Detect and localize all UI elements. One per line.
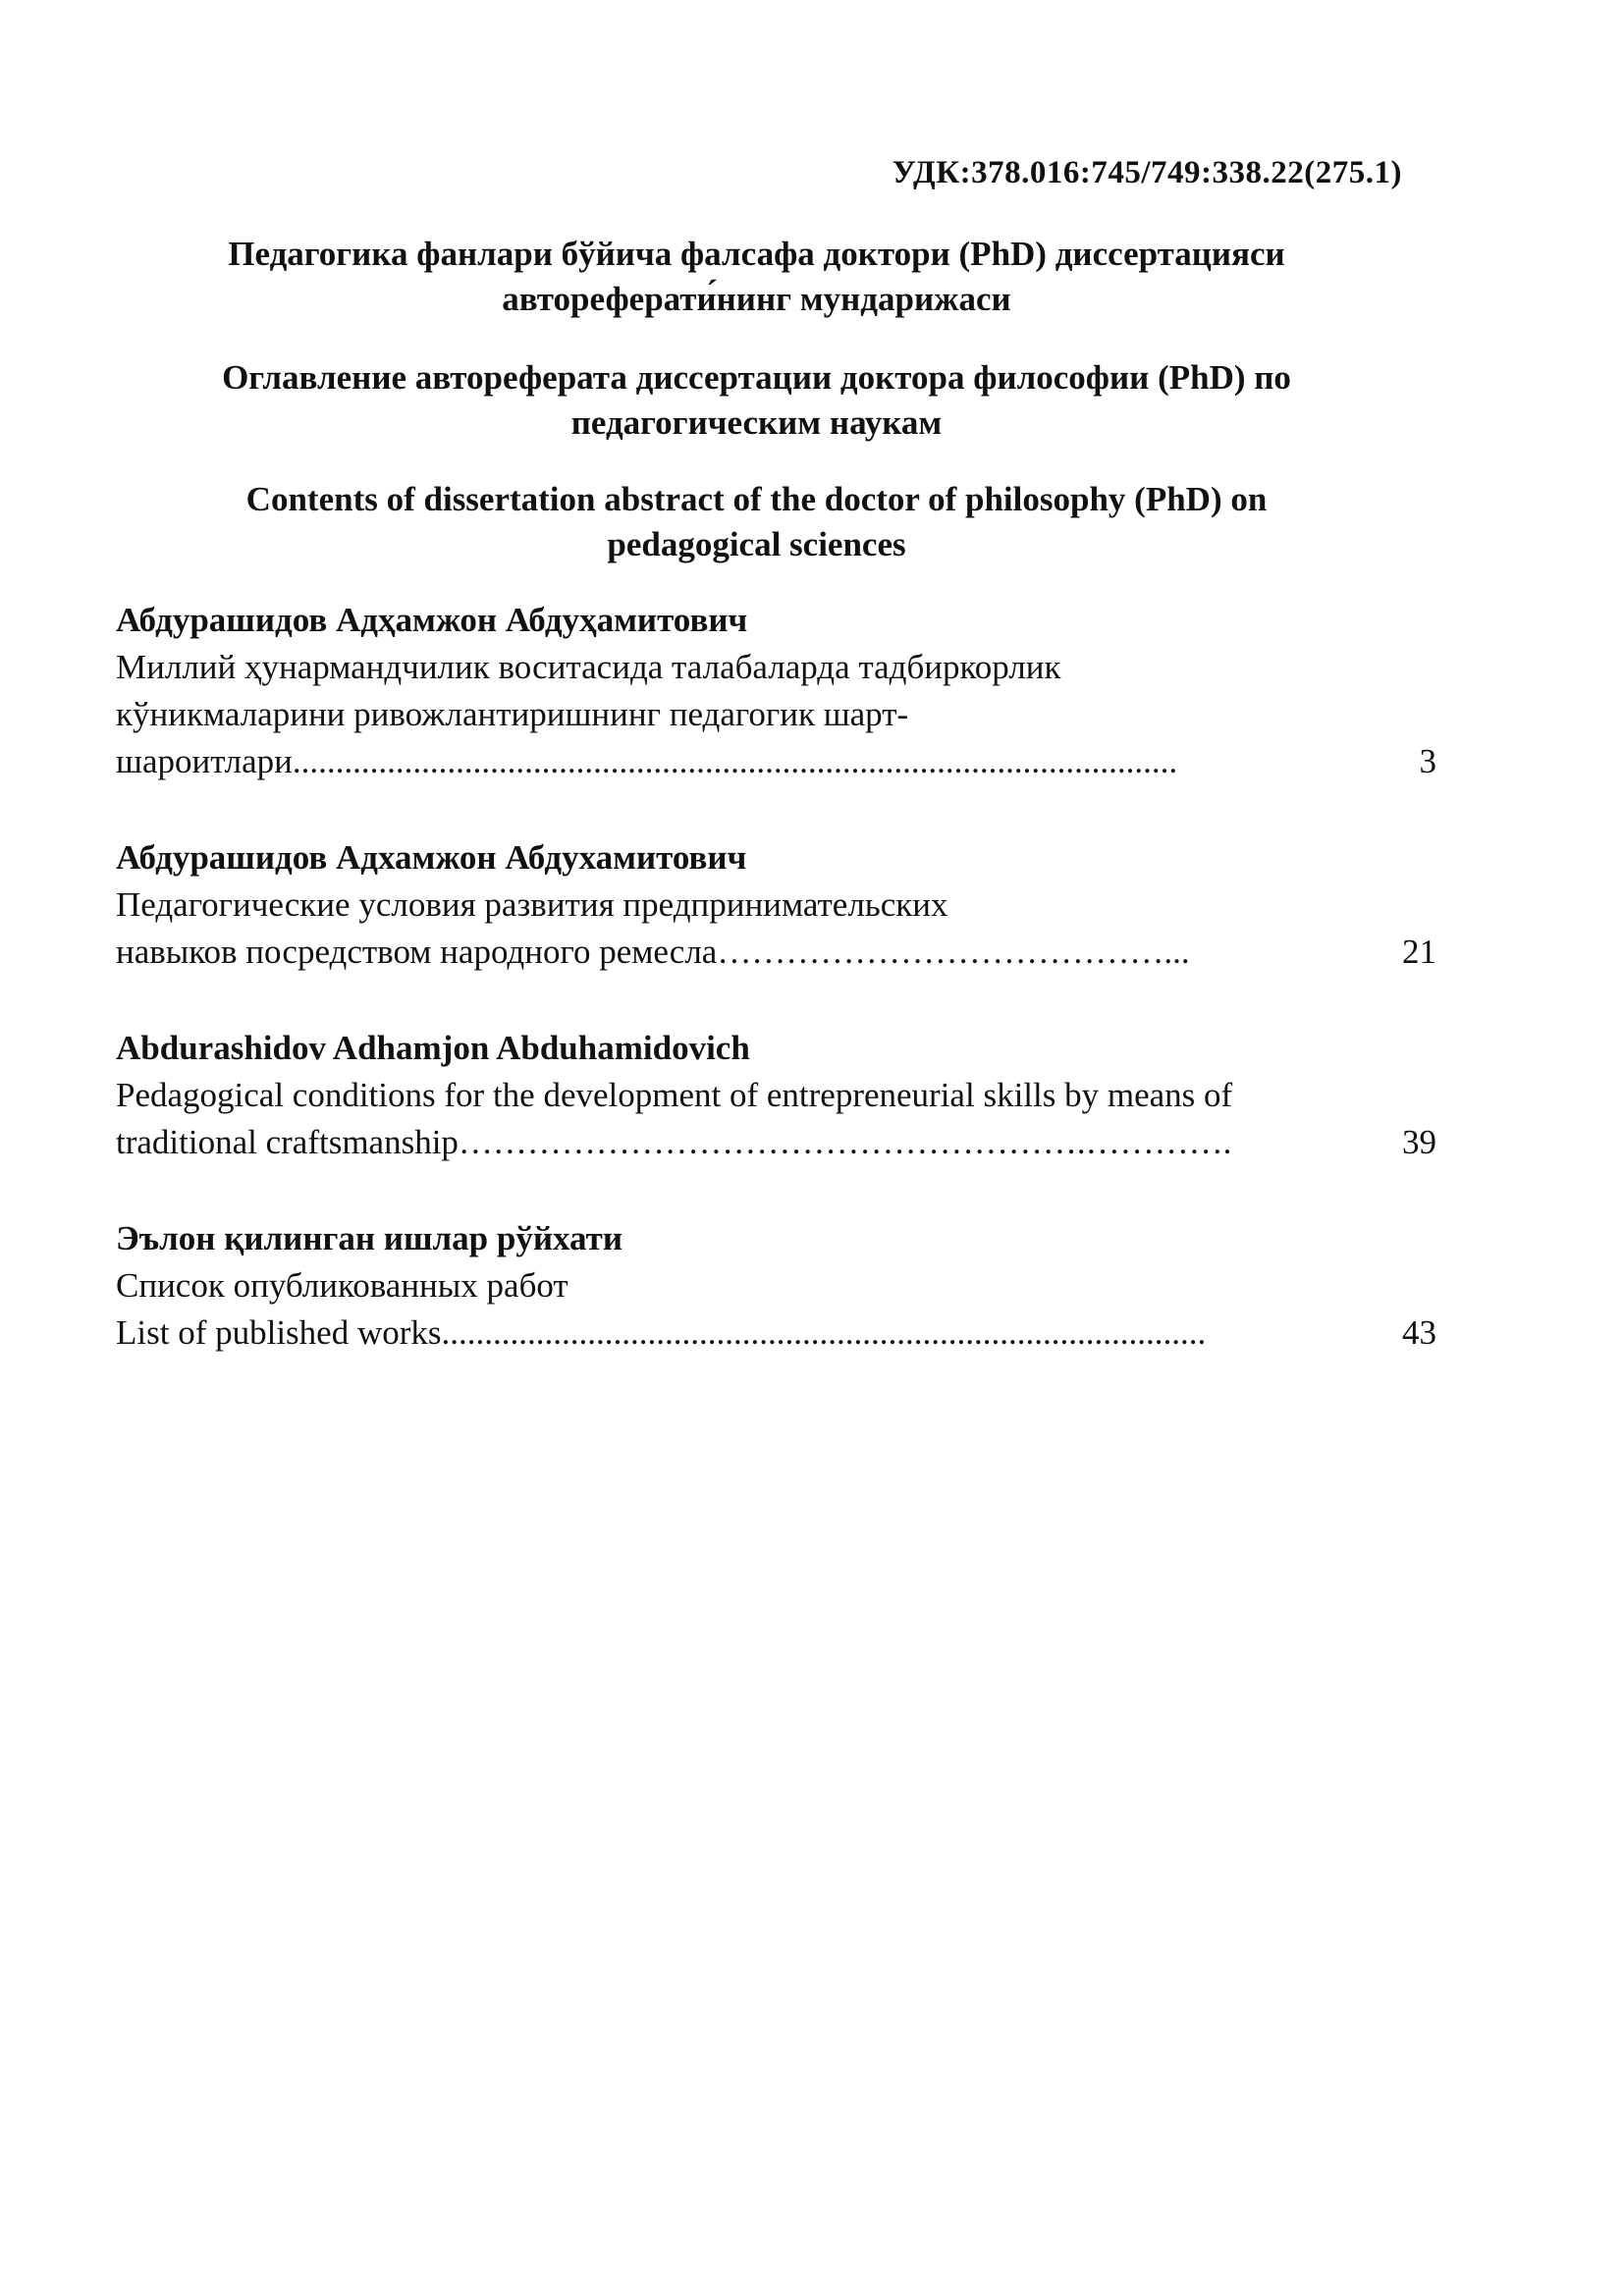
toc-entry-author: Абдурашидов Адхамжон Абдухамитович <box>116 838 747 877</box>
toc-entry-leader-line <box>116 1119 1436 1166</box>
toc-entry-leader-line <box>116 929 1436 976</box>
toc-entry-page-number: 21 <box>1402 933 1436 971</box>
toc-entry-page-number: 43 <box>1402 1313 1436 1352</box>
heading-russian-line-1: Оглавление автореферата диссертации доктора философии (PhD) по <box>222 358 1291 397</box>
toc-entry-title-line: Педагогические условия развития предпринимательских <box>116 885 948 924</box>
toc-entry-publications <box>116 1215 1436 1357</box>
toc-entry-page-number: 3 <box>1419 742 1436 780</box>
toc-entry-leader-text: traditional craftsmanship……………………………………………….…………. <box>116 1123 1232 1161</box>
toc-entry-title-line: Миллий ҳунармандчилик воситасида талабаларда тадбиркорлик <box>116 648 1061 686</box>
heading-english-line-1: Contents of dissertation abstract of the doctor of philosophy (PhD) on <box>245 480 1268 518</box>
toc-entry-leader-text: навыков посредством народного ремесла…………………………………... <box>116 933 1190 971</box>
heading-english-line-2: pedagogical sciences <box>607 525 906 563</box>
toc-entry-title-line: кўникмаларини ривожлантиришнинг педагогик шарт- <box>116 695 909 733</box>
toc-entry-leader-line <box>116 738 1436 785</box>
heading-english <box>116 477 1397 567</box>
heading-russian <box>116 355 1397 446</box>
toc-entry-section-title: Эълон қилинган ишлар рўйхати <box>116 1219 622 1257</box>
table-of-contents <box>116 597 1436 1406</box>
udk-code: УДК:378.016:745/749:338.22(275.1) <box>892 155 1402 190</box>
heading-uzbek <box>116 232 1397 322</box>
heading-uzbek-line-2: автореферати́нинг мундарижаси <box>502 280 1011 318</box>
toc-entry-ru <box>116 834 1436 976</box>
toc-entry-leader-text: List of published works......................................................................................... <box>116 1313 1207 1352</box>
toc-entry-leader-text: шароитлари....................................................................................................... <box>116 742 1178 780</box>
heading-uzbek-line-1: Педагогика фанлари бўйича фалсафа доктори (PhD) диссертацияси <box>228 235 1285 273</box>
toc-entry-en <box>116 1025 1436 1166</box>
toc-entry-title-line: Список опубликованных работ <box>116 1266 568 1305</box>
toc-entry-title-line: Pedagogical conditions for the development of entrepreneurial skills by means of <box>116 1076 1233 1114</box>
toc-entry-leader-line <box>116 1309 1436 1357</box>
toc-entry-author: Абдурашидов Адҳамжон Абдуҳамитович <box>116 601 748 639</box>
toc-entry-uz <box>116 597 1436 785</box>
toc-entry-author: Abdurashidov Adhamjon Abduhamidovich <box>116 1029 750 1067</box>
heading-russian-line-2: педагогическим наукам <box>570 403 943 442</box>
toc-entry-page-number: 39 <box>1402 1123 1436 1161</box>
